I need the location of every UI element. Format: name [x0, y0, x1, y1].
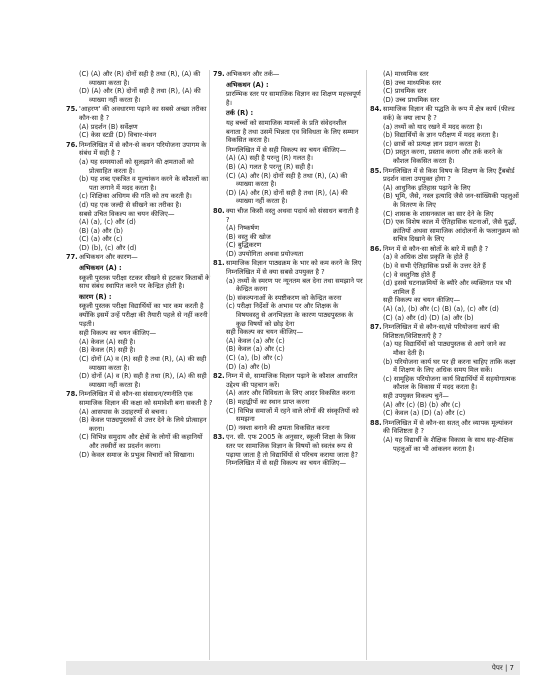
option[interactable]: (D) नक्शा बनाने की क्षमता विकसित करना	[226, 423, 330, 432]
option[interactable]: (D) उपयोगिता अथवा प्रयोज्यता	[226, 249, 304, 258]
option[interactable]: (C) दोनों (A) व (R) सही है तथा (R), (A) की सही व्याख्या करता है।	[79, 355, 207, 372]
option[interactable]: (A) माध्यमिक स्तर	[383, 70, 429, 78]
prompt: सही विकल्प का चयन कीजिए—	[226, 328, 304, 337]
question-text: निम्नलिखित में से कौन-से कथन परियोजना उपागम के संबंध में सही है ?	[79, 140, 207, 158]
option[interactable]: (C) (A) और (R) दोनों सही है तथा (R), (A) की व्याख्या करता है।	[79, 70, 201, 87]
question-text: 'आहरण' की अवधारणा पढ़ाने का सबसे अच्छा तरीका कौन-सा है ?	[79, 105, 207, 122]
option[interactable]: (A) अतर और विविधता के लिए आदर विकसित करना	[226, 389, 355, 398]
statement: (a) यह विद्यार्थियों को पाठ्यपुस्तक से आगे जाने का मौका देती है।	[383, 340, 506, 357]
statement: (a) वे अधिक ठोस प्रकृति के होते हैं	[383, 253, 469, 262]
question-75	[66, 105, 214, 139]
statement: (b) संकल्पनाओं के स्पष्टीकरण को केन्द्रित करना	[226, 293, 342, 302]
assertion-label: अभिकथन (A) :	[79, 264, 122, 273]
option[interactable]: (B) केवल (a) और (c)	[226, 345, 285, 354]
statement: (b) परियोजना कार्य घर पर ही करना चाहिए ताकि कक्षा में शिक्षण के लिए अधिक समय मिल सकें।	[383, 357, 516, 375]
question-text: निम्नलिखित में से कौन-सा सतत् और व्यापक मूल्यांकन की विशिष्टता है ?	[383, 418, 513, 436]
reason-text: स्कूली पुस्तक परीक्षा विद्यार्थियों का भार कम करती है क्योंकि इसमें उन्हें परीक्षा की तैयारी पहले से नहीं करनी पड़ती।	[79, 302, 208, 328]
question-text: अभिकथन और कारण—	[79, 253, 138, 262]
question-text: निम्न में से कौन-सा स्रोतों के बारे में सही है ?	[383, 244, 489, 253]
question-74-continued	[66, 70, 214, 104]
statement: (c) शिक्षिका अधिगम की गति को तय करती है।	[79, 192, 192, 201]
statement: (a) तथ्यों को याद रखने में मदद करता है।	[383, 122, 483, 131]
option[interactable]: (A) आधुनिक इतिहास पढ़ाने के लिए	[383, 183, 471, 192]
question-83-options	[370, 70, 520, 104]
option[interactable]: (D) (A) और (R) दोनों सही है तथा (R), (A) की व्याख्या नहीं करता है।	[79, 87, 201, 104]
assertion-text: प्रारम्भिक स्तर पर सामाजिक विज्ञान का शिक्षण महत्त्वपूर्ण है।	[226, 90, 361, 107]
option[interactable]: (B) (A) गलत है परन्तु (R) सही है।	[226, 162, 314, 171]
question-number: 85.	[370, 166, 382, 175]
page-number: पेपर | 7	[491, 664, 514, 672]
question-text: निम्नलिखित में से किस विषय के शिक्षण के लिए ट्रैंबबोर्ड प्रदर्शन वाला उपयुक्त होगा ?	[383, 166, 515, 184]
statement: (b) यह शब्द एकत्रित व मूल्यांकन करने के कौशलों का पता लगाने में मदद करता है।	[79, 175, 209, 192]
statement: (b) वे सभी ऐतिहासिक प्रश्नों के उत्तर देते हैं	[383, 262, 486, 271]
option[interactable]: (B) वस्तु की खोज	[226, 232, 271, 241]
prompt: सही उपयुक्त विकल्प चुनें—	[383, 391, 449, 400]
option[interactable]: (D) दोनों (A) व (R) सही है तथा (R), (A) की सही व्याख्या नहीं करता है।	[79, 372, 207, 389]
statement: (a) तथ्यों के स्मरण पर न्यूनतम बल देना तथा समझाने पर केन्द्रित करना	[226, 276, 363, 294]
question-number: 80.	[213, 206, 225, 215]
option[interactable]: (C) बुद्धिकरण	[226, 241, 262, 250]
option[interactable]: (B) केवल (R) सही है।	[79, 346, 136, 355]
column-divider	[366, 70, 367, 660]
option[interactable]: (A) (a), (b) और (c) (B) (a), (c) और (d)	[383, 305, 499, 314]
question-number: 79.	[213, 70, 225, 78]
statement: (D) प्रस्तुत करना, प्रस्ताव करना और तर्क करने के कौशल विकसित करता है।	[383, 148, 503, 165]
question-77	[66, 253, 214, 389]
option[interactable]: (A) केवल (a) और (c)	[226, 336, 285, 345]
assertion-label: अभिकथन (A) :	[226, 80, 269, 89]
option[interactable]: (B) उच्च माध्यमिक स्तर	[383, 78, 441, 87]
question-number: 78.	[66, 390, 78, 399]
reason-label: कारण (R) :	[79, 292, 112, 301]
column-right	[370, 70, 520, 454]
question-82	[213, 372, 363, 432]
statement: (c) सामूहिक परियोजना कार्य विद्यार्थियों में सहयोगात्मक कौशल के विकास में मदद करता है।	[383, 374, 516, 392]
option[interactable]: (D) (b), (c) और (d)	[79, 243, 137, 252]
question-text: एन. सी. एफ 2005 के अनुसार, स्कूली शिक्षा के किस स्तर पर सामाजिक विज्ञान के विषयों को स्वतंत्र रूप से पढ़ाया जाता है तो विद्यार्थियों से परिचय कराया जाता है?	[226, 433, 358, 459]
statement: (c) छात्रों को प्रत्यक्ष ज्ञान प्रदान करता है।	[383, 139, 481, 148]
statement: (c) वे वस्तुनिष्ठ होते हैं	[383, 270, 436, 279]
question-88	[370, 419, 520, 453]
question-number: 81.	[213, 259, 225, 268]
option[interactable]: (B) केवल पाठ्यपुस्तकों से उत्तर देने के लिये प्रोत्साहन करना।	[79, 416, 207, 433]
question-text: क्या चीज किसी वस्तु अथवा पदार्थ को संसाधन बनाती है ?	[226, 206, 359, 224]
question-text: निम्नलिखित में से कौन-सा/से परियोजना कार्य की विशिष्टता/विशिष्टताएँ है ?	[383, 323, 500, 340]
question-83	[213, 433, 363, 467]
statement: (c) परीक्षा निर्देशों के अभाव पर और शिक्षक के विषयवस्तु से अनभिज्ञता के कारण पाठ्यपुस्तक के कुछ विषयों को छोड़ देना	[226, 302, 354, 328]
option[interactable]: (B) महाद्वीपों का स्थान प्राप्त करना	[226, 397, 310, 406]
option[interactable]: (D) (a) और (b)	[226, 362, 271, 371]
prompt: सबसे उचित विकल्प का चयन कीजिए—	[79, 209, 175, 218]
option[interactable]: (C) (a), (b) और (c)	[226, 354, 283, 362]
option[interactable]: (A) केवल (A) सही है।	[79, 337, 136, 346]
question-text: अभिकथन और तर्क—	[226, 70, 280, 78]
statement: (a) यह समस्याओं को सुलझाने की क्षमताओं को प्रोत्साहित करता है।	[79, 157, 194, 175]
option[interactable]: (D) एक विशेष काल में ऐतिहासिक घटनाओं, जैसे युद्धों, क्रांतियों अथवा सामाजिक आंदोलनों के फलानुक्रम को सचित्र दिखाने के लिए	[383, 218, 520, 244]
question-76	[66, 141, 214, 253]
page-footer	[66, 661, 520, 675]
statement: (d) यह एक जल्दी से सीखने का तरीका है।	[79, 200, 182, 209]
option[interactable]: (A) निष्कर्षण	[226, 224, 259, 233]
column-middle	[213, 70, 363, 469]
prompt: निम्नलिखित में से सही विकल्प का चयन कीजिए—	[226, 145, 347, 154]
question-text: सामाजिक विज्ञान की पद्धति के रूप में क्षेत्र कार्य (फील्ड वर्क) के क्या लाभ है ?	[383, 105, 515, 122]
option[interactable]: (C) (A) और (R) दोनों सही है तथा (R), (A) की व्याख्या करता है।	[226, 171, 348, 189]
column-divider	[209, 70, 210, 660]
prompt: निम्नलिखित में से सही विकल्प का चयन कीजिए—	[226, 459, 347, 468]
statement: (d) इससे घटनाक्रमियों के ब्यौरे और व्यक्तिगत पत्र भी शामिल हैं	[383, 279, 512, 296]
option[interactable]: (D) (A) और (R) दोनों सही है तथा (R), (A) की व्याख्या नहीं करता है।	[226, 188, 348, 206]
question-84	[370, 105, 520, 165]
option[interactable]: (A) और (c) (B) (b) और (c)	[383, 400, 461, 409]
question-86	[370, 245, 520, 322]
option[interactable]: (C) केवल (a) (D) (a) और (c)	[383, 409, 466, 418]
option[interactable]: (C) केस स्टडी (D) विचार-मंथन	[79, 131, 157, 140]
question-79	[213, 70, 363, 206]
option[interactable]: (C) शासक के शासनकाल का सार देने के लिए	[383, 209, 494, 218]
option[interactable]: (C) विभिन्न समुदाय और क्षेत्रों के लोगों की कहानियों और तस्वीरों का प्रदर्शन करना।	[79, 433, 203, 450]
option[interactable]: (A) आसपास के उदाहरणों से बचना।	[79, 407, 168, 416]
statement: (b) विद्यार्थियों के ज्ञान परीक्षण में मदद करता है।	[383, 131, 499, 140]
question-number: 77.	[66, 253, 78, 262]
question-number: 83.	[213, 433, 225, 442]
question-81	[213, 259, 363, 371]
option[interactable]: (B) (a) और (b)	[79, 226, 123, 235]
option[interactable]: (A) (a), (c) और (d)	[79, 218, 136, 227]
option[interactable]: (D) केवल समाज के प्रभुत्व विचारों को सिखाना।	[79, 450, 195, 459]
option[interactable]: (A) यह विद्यार्थी के शैक्षिक विकास के साथ सह-शैक्षिक पहलुओं का भी आंकलन करता है।	[383, 435, 514, 453]
question-number: 86.	[370, 244, 382, 253]
option[interactable]: (A) (A) सही है परन्तु (R) गलत है।	[226, 154, 314, 163]
question-80	[213, 207, 363, 259]
option[interactable]: (C) (a) और (c)	[79, 235, 123, 244]
question-text: सामाजिक विज्ञान पाठ्यक्रम के भार को कम करने के लिए निम्नलिखित में से क्या सबसे उपयुक्त है ?	[226, 259, 362, 277]
question-number: 84.	[370, 105, 382, 114]
prompt: सही विकल्प का चयन कीजिए—	[79, 329, 157, 338]
question-number: 87.	[370, 323, 382, 332]
column-left	[66, 70, 214, 460]
reason-text: यह बच्चों को सामाजिक मामलों के प्रति संवेदनशील बनाता है तथा उसमें भिन्नता एव विविधता के लिए सम्मान विकसित करता है।	[226, 118, 359, 145]
prompt: सही विकल्प का चयन कीजिए—	[383, 296, 461, 305]
option[interactable]: (D) उच्च प्राथमिक स्तर	[383, 95, 440, 104]
reason-label: तर्क (R) :	[226, 109, 254, 118]
assertion-text: स्कूली पुस्तक परीक्षा रटकर सीखने से हटकर किताबों के साथ संबंध स्थापित करने पर केन्द्रित होती है।	[79, 273, 211, 291]
question-number: 75.	[66, 105, 78, 114]
question-text: निम्नलिखित में से कौन-सा संसाधन/रणनीति एक सामाजिक विज्ञान की कक्षा को समावेशी बना सकती है ?	[79, 390, 213, 407]
question-number: 88.	[370, 418, 382, 427]
question-85	[370, 167, 520, 244]
option[interactable]: (B) भूमि, जैसे, नस्ल इत्यादि जैसे जन-सांख्यिकी पहलुओं के वितरण के लिए	[383, 192, 519, 209]
question-78	[66, 390, 214, 459]
option[interactable]: (C) विभिन्न समाजों में रहने वाले लोगों की संस्कृतियों को समझना	[226, 406, 359, 424]
option[interactable]: (C) (a) और (d) (D) (a) और (b)	[383, 313, 474, 322]
question-87	[370, 323, 520, 418]
question-number: 76.	[66, 140, 78, 149]
option[interactable]: (A) प्रदर्शन (B) सर्वेक्षण	[79, 122, 138, 131]
question-text: निम्न में से, सामाजिक विज्ञान पढ़ाने के कौशल आधारित उद्देश्य की पहचान करें।	[226, 372, 358, 389]
question-number: 82.	[213, 372, 225, 381]
option[interactable]: (C) प्राथमिक स्तर	[383, 87, 427, 96]
